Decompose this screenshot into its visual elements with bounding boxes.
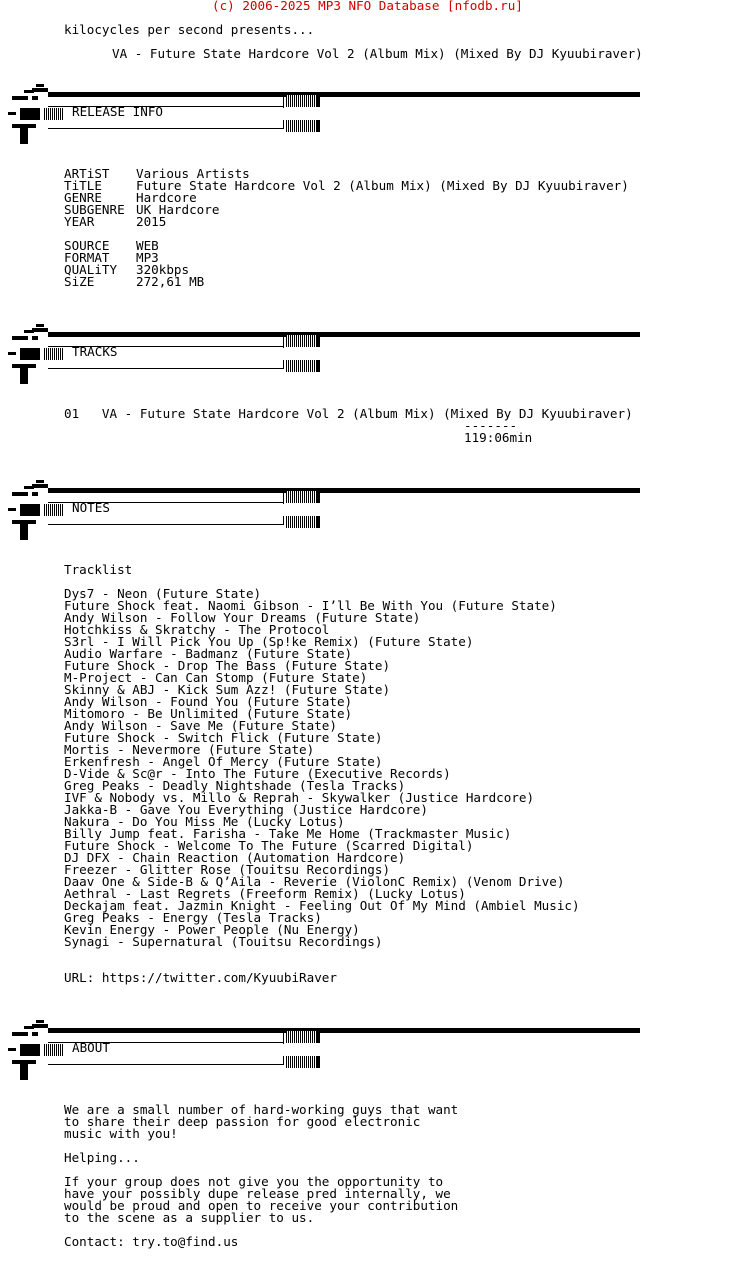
info-quality-key: QUALiTY [64, 262, 118, 277]
about-line: music with you! [64, 1126, 178, 1141]
tracklist-item: Skinny & ABJ - Kick Sum Azz! (Future State) [64, 682, 391, 697]
tracklist-item: Greg Peaks - Energy (Tesla Tracks) [64, 910, 322, 925]
nfodb-banner: (c) 2006-2025 MP3 NFO Database [nfodb.ru] [212, 0, 523, 13]
tracklist-item: Nakura - Do You Miss Me (Lucky Lotus) [64, 814, 345, 829]
about-line: would be proud and open to receive your contribution [64, 1198, 459, 1213]
about-line: have your possibly dupe release pred internally, we [64, 1186, 451, 1201]
tracklist-item: Future Shock - Welcome To The Future (Scarred Digital) [64, 838, 474, 853]
tracklist-item: Dys7 - Neon (Future State) [64, 586, 262, 601]
notes-url: URL: https://twitter.com/KyuubiRaver [64, 970, 337, 985]
tracklist-item: Mortis - Nevermore (Future State) [64, 742, 315, 757]
tracklist-item: Kevin Energy - Power People (Nu Energy) [64, 922, 360, 937]
tracks-separator: ------- [464, 418, 518, 433]
section-header-release-info [8, 84, 648, 148]
info-size-value: 272,61 MB [136, 274, 205, 289]
section-header-tracks [8, 324, 648, 388]
tracklist-item: Freezer - Glitter Rose (Touitsu Recordings) [64, 862, 391, 877]
tracklist-item: Erkenfresh - Angel Of Mercy (Future State) [64, 754, 383, 769]
info-source-key: SOURCE [64, 238, 110, 253]
intro-presents: kilocycles per second presents... [64, 22, 315, 37]
tracklist-item: Future Shock feat. Naomi Gibson - I’ll Be With You (Future State) [64, 598, 557, 613]
info-format-value: MP3 [136, 250, 159, 265]
info-subgenre-key: SUBGENRE [64, 202, 125, 217]
info-size-key: SiZE [64, 274, 95, 289]
tracklist-item: Jakka-B - Gave You Everything (Justice Hardcore) [64, 802, 428, 817]
info-title-value: Future State Hardcore Vol 2 (Album Mix) (Mixed By DJ Kyuubiraver) [136, 178, 629, 193]
intro-release-name: VA - Future State Hardcore Vol 2 (Album Mix) (Mixed By DJ Kyuubiraver) [112, 46, 643, 61]
tracklist-item: IVF & Nobody vs. Millo & Reprah - Skywalker (Justice Hardcore) [64, 790, 535, 805]
tracklist-item: Synagi - Supernatural (Touitsu Recordings) [64, 934, 383, 949]
tracklist-item: Andy Wilson - Save Me (Future State) [64, 718, 337, 733]
tracklist-item: Future Shock - Switch Flick (Future State) [64, 730, 383, 745]
section-title-notes: NOTES [72, 500, 110, 515]
section-title-release-info: RELEASE INFO [72, 104, 163, 119]
tracklist-item: Deckajam feat. Jazmin Knight - Feeling Out Of My Mind (Ambiel Music) [64, 898, 580, 913]
tracklist-item: Daav One & Side-B & Q’Aila - Reverie (ViolonC Remix) (Venom Drive) [64, 874, 565, 889]
notes-heading: Tracklist [64, 562, 133, 577]
info-artist-value: Various Artists [136, 166, 250, 181]
tracklist-item: Hotchkiss & Skratchy - The Protocol [64, 622, 330, 637]
tracklist-item: Greg Peaks - Deadly Nightshade (Tesla Tracks) [64, 778, 406, 793]
tracklist-item: Andy Wilson - Follow Your Dreams (Future State) [64, 610, 421, 625]
about-line: to share their deep passion for good electronic [64, 1114, 421, 1129]
tracklist-item: S3rl - I Will Pick You Up (Sp!ke Remix) (Future State) [64, 634, 474, 649]
tracklist-item: Billy Jump feat. Farisha - Take Me Home (Trackmaster Music) [64, 826, 512, 841]
info-format-key: FORMAT [64, 250, 110, 265]
tracklist-item: DJ DFX - Chain Reaction (Automation Hardcore) [64, 850, 406, 865]
tracklist-item: Mitomoro - Be Unlimited (Future State) [64, 706, 353, 721]
section-title-tracks: TRACKS [72, 344, 118, 359]
tracklist-item: D-Vide & Sc@r - Into The Future (Executive Records) [64, 766, 451, 781]
info-artist-key: ARTiST [64, 166, 110, 181]
info-year-key: YEAR [64, 214, 95, 229]
tracklist-item: Future Shock - Drop The Bass (Future State) [64, 658, 391, 673]
about-contact: Contact: try.to@find.us [64, 1234, 239, 1249]
tracklist-item: Audio Warfare - Badmanz (Future State) [64, 646, 353, 661]
tracklist-item: Aethral - Last Regrets (Freeform Remix) (Lucky Lotus) [64, 886, 466, 901]
info-quality-value: 320kbps [136, 262, 190, 277]
track-01: 01 VA - Future State Hardcore Vol 2 (Album Mix) (Mixed By DJ Kyuubiraver) [64, 406, 633, 421]
info-source-value: WEB [136, 238, 159, 253]
tracks-total-length: 119:06min [464, 430, 533, 445]
tracklist-item: M-Project - Can Can Stomp (Future State) [64, 670, 368, 685]
info-subgenre-value: UK Hardcore [136, 202, 220, 217]
section-header-notes [8, 480, 648, 544]
tracklist-item: Andy Wilson - Found You (Future State) [64, 694, 353, 709]
about-line: If your group does not give you the opportunity to [64, 1174, 444, 1189]
about-line: We are a small number of hard-working guys that want [64, 1102, 459, 1117]
section-header-about [8, 1020, 648, 1084]
info-title-key: TiTLE [64, 178, 102, 193]
about-line: Helping... [64, 1150, 140, 1165]
info-genre-key: GENRE [64, 190, 102, 205]
info-year-value: 2015 [136, 214, 167, 229]
about-line: to the scene as a supplier to us. [64, 1210, 315, 1225]
info-genre-value: Hardcore [136, 190, 197, 205]
section-title-about: ABOUT [72, 1040, 110, 1055]
